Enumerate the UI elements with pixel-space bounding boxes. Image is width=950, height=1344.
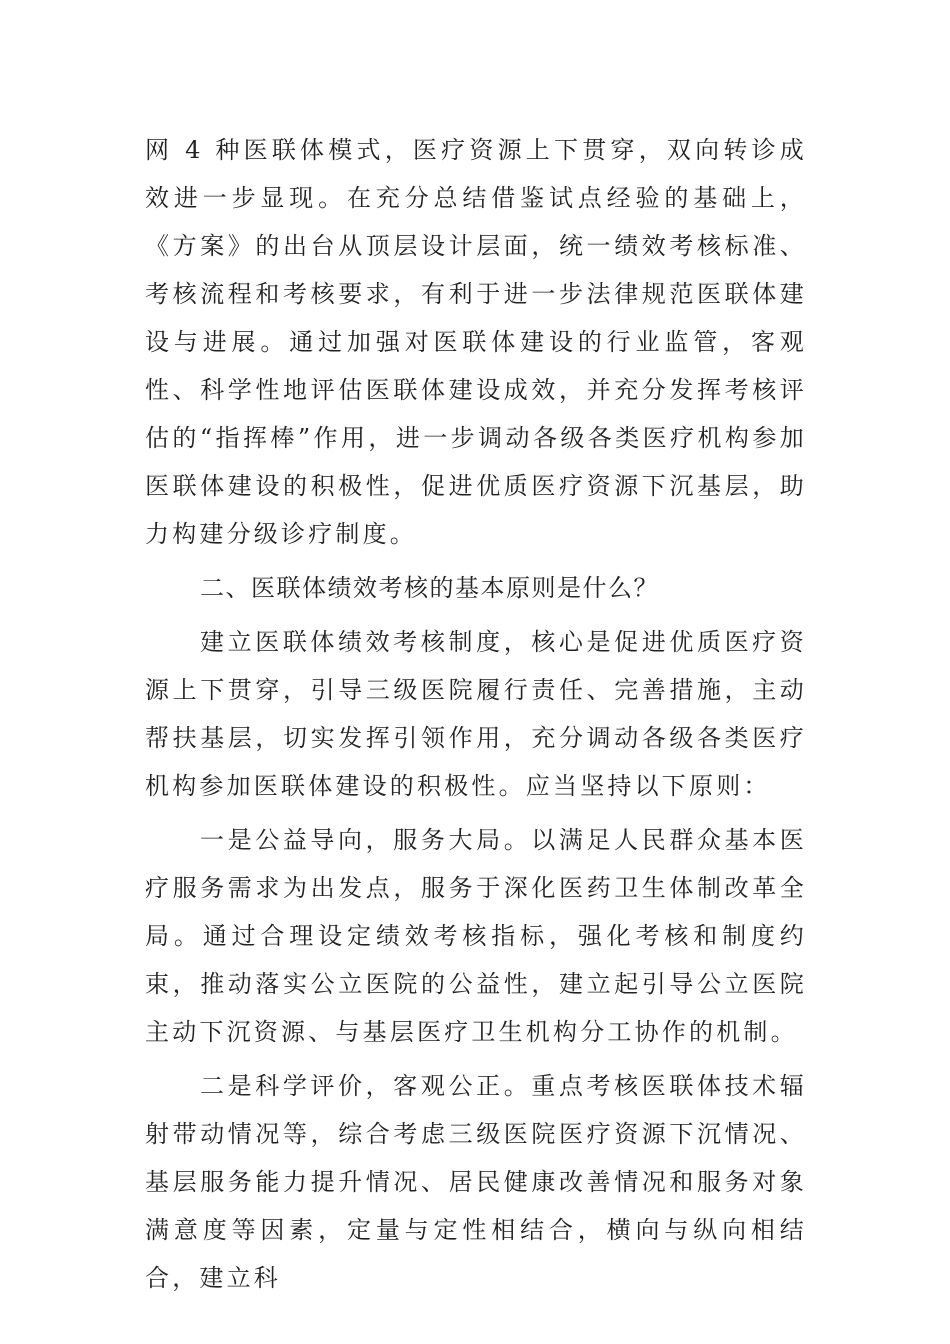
text-line: 促进优质医疗资源下沉基层，助力构建分级诊疗制度。 <box>145 472 807 548</box>
text-line: 上下贯穿，引导三级医院履行责任、完善措施，主动帮扶 <box>145 676 807 752</box>
text-line: 网 4 种医联体模式，医疗资源上下贯穿，双向转诊成效进一 <box>145 136 807 212</box>
text-line: 基层，切实发挥引领作用，充分调动各级各类医疗机构参 <box>145 724 807 800</box>
text-line: 加医联体建设的积极性。应当坚持以下原则： <box>226 772 771 800</box>
paragraph-principle-two <box>145 1062 807 1302</box>
paragraph-principles-intro <box>145 618 807 810</box>
text-line: 落实公立医院的公益性，建立起引导公立医院主动下沉资 <box>145 970 807 1046</box>
text-line: 步显现。在充分总结借鉴试点经验的基础上，《方案》的 <box>145 184 807 260</box>
text-line: 等因素，定量与定性相结合，横向与纵向相结合，建立科 <box>145 1216 807 1292</box>
text-line: 核要求，有利于进一步法律规范医联体建设与进展。通过 <box>145 280 807 356</box>
section-heading: 二、医联体绩效考核的基本原则是什么？ <box>200 574 659 602</box>
text-line: 源、与基层医疗卫生机构分工协作的机制。 <box>281 1018 798 1046</box>
text-line: 建立医联体绩效考核制度，核心是促进优质医疗资源 <box>145 628 807 704</box>
document-page <box>145 126 807 1302</box>
text-line: 进一步调动各级各类医疗机构参加医联体建设的积极性， <box>145 424 807 500</box>
text-line: 带动情况等，综合考虑三级医院医疗资源下沉情况、基层 <box>145 1120 807 1196</box>
text-line: 加强对医联体建设的行业监管，客观性、科学性地评估医 <box>145 328 807 404</box>
text-line: 二是科学评价，客观公正。重点考核医联体技术辐射 <box>145 1072 807 1148</box>
paragraph-principle-one <box>145 816 807 1056</box>
text-line: 服务能力提升情况、居民健康改善情况和服务对象满意度 <box>145 1168 807 1244</box>
paragraph-continuation <box>145 126 807 558</box>
text-line: 出台从顶层设计层面，统一绩效考核标准、考核流程和考 <box>145 232 807 308</box>
text-line: 通过合理设定绩效考核指标，强化考核和制度约束，推动 <box>145 922 807 998</box>
text-line: 一是公益导向，服务大局。以满足人民群众基本医疗 <box>145 826 807 902</box>
text-line: 服务需求为出发点，服务于深化医药卫生体制改革全局。 <box>145 874 807 950</box>
text-line: 联体建设成效，并充分发挥考核评估的“指挥棒”作用， <box>145 376 807 452</box>
